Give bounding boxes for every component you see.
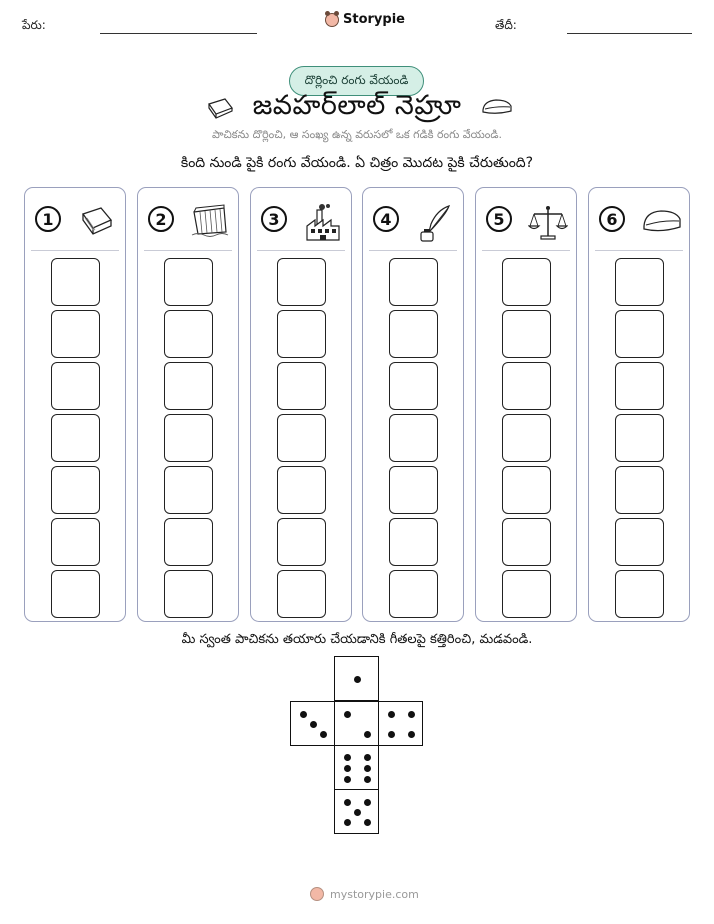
color-cell[interactable] [164, 466, 213, 514]
die-face-3[interactable] [290, 701, 335, 746]
color-cell[interactable] [164, 518, 213, 566]
die-pip [408, 731, 415, 738]
die-pip [344, 711, 351, 718]
die-pip [310, 721, 317, 728]
name-label: పేరు: [22, 18, 46, 32]
die-pip [344, 776, 351, 783]
column-6 [588, 187, 690, 622]
color-cell[interactable] [164, 570, 213, 618]
color-cell[interactable] [615, 518, 664, 566]
page-title: జవహర్‌లాల్ నెహ్రూ [252, 90, 462, 121]
color-cell[interactable] [51, 570, 100, 618]
column-number: 3 [261, 206, 287, 232]
die-face-2[interactable] [334, 701, 379, 746]
color-cell[interactable] [615, 362, 664, 410]
factory-icon [303, 204, 343, 242]
quill-inkpot-icon [415, 204, 455, 242]
column-divider [369, 250, 457, 251]
color-cell[interactable] [277, 570, 326, 618]
die-pip [364, 799, 371, 806]
column-number: 4 [373, 206, 399, 232]
color-cell[interactable] [277, 414, 326, 462]
column-number: 6 [599, 206, 625, 232]
die-pip [300, 711, 307, 718]
column-divider [482, 250, 570, 251]
column-divider [31, 250, 119, 251]
color-cell[interactable] [615, 414, 664, 462]
color-cell[interactable] [277, 258, 326, 306]
die-pip [364, 765, 371, 772]
die-face-6[interactable] [334, 745, 379, 790]
column-divider [595, 250, 683, 251]
bear-logo-icon [310, 887, 324, 901]
color-cell[interactable] [389, 310, 438, 358]
die-face-5[interactable] [334, 789, 379, 834]
die-pip [364, 754, 371, 761]
die-pip [354, 676, 361, 683]
die-pip [344, 754, 351, 761]
die-pip [354, 809, 361, 816]
color-cell[interactable] [502, 466, 551, 514]
color-cell[interactable] [277, 362, 326, 410]
color-cell[interactable] [277, 310, 326, 358]
column-divider [144, 250, 232, 251]
color-cell[interactable] [51, 414, 100, 462]
color-cell[interactable] [502, 362, 551, 410]
instruction: కింది నుండి పైకి రంగు వేయండి. ఏ చిత్రం మొదట పైకి చేరుతుంది? [180, 155, 534, 171]
column-5 [475, 187, 577, 622]
name-line[interactable] [100, 33, 257, 34]
color-cell[interactable] [164, 414, 213, 462]
color-cell[interactable] [389, 414, 438, 462]
subtitle: పాచికను దొర్లించి, ఆ సంఖ్య ఉన్న వరుసలో ఒక గడికి రంగు వేయండి. [212, 128, 502, 141]
color-cell[interactable] [502, 518, 551, 566]
color-cell[interactable] [389, 570, 438, 618]
color-cell[interactable] [164, 362, 213, 410]
dam-icon [190, 204, 230, 238]
column-number: 2 [148, 206, 174, 232]
color-cell[interactable] [51, 362, 100, 410]
color-cell[interactable] [389, 518, 438, 566]
activity-badge: దొర్లించి రంగు వేయండి [289, 66, 424, 96]
color-cell[interactable] [389, 258, 438, 306]
die-pip [344, 819, 351, 826]
color-cell[interactable] [502, 414, 551, 462]
color-cell[interactable] [615, 258, 664, 306]
color-cell[interactable] [389, 466, 438, 514]
column-4 [362, 187, 464, 622]
book-icon [77, 204, 117, 238]
date-line[interactable] [567, 33, 692, 34]
brand-name: Storypie [343, 12, 405, 27]
color-cell[interactable] [277, 466, 326, 514]
die-pip [408, 711, 415, 718]
footer [310, 887, 419, 901]
die-pip [344, 799, 351, 806]
bear-logo-icon [325, 13, 339, 27]
color-cell[interactable] [277, 518, 326, 566]
die-pip [364, 819, 371, 826]
column-number: 1 [35, 206, 61, 232]
nehru-cap-icon [480, 96, 514, 118]
date-label: తేదీ: [495, 18, 517, 32]
color-cell[interactable] [51, 466, 100, 514]
die-pip [388, 711, 395, 718]
color-cell[interactable] [51, 310, 100, 358]
color-cell[interactable] [502, 570, 551, 618]
footer-url[interactable]: mystorypie.com [330, 887, 419, 901]
color-cell[interactable] [502, 310, 551, 358]
die-pip [364, 776, 371, 783]
column-3 [250, 187, 352, 622]
cut-instruction: మీ స్వంత పాచికను తయారు చేయడానికి గీతలపై కత్తిరించి, మడవండి. [181, 632, 533, 647]
column-2 [137, 187, 239, 622]
color-cell[interactable] [615, 310, 664, 358]
die-face-4[interactable] [378, 701, 423, 746]
color-cell[interactable] [51, 258, 100, 306]
justice-scale-icon [528, 204, 568, 242]
color-cell[interactable] [164, 258, 213, 306]
die-face-1[interactable] [334, 656, 379, 701]
color-cell[interactable] [51, 518, 100, 566]
die-pip [364, 731, 371, 738]
nehru-cap-icon [641, 204, 683, 238]
color-cell[interactable] [502, 258, 551, 306]
color-cell[interactable] [615, 466, 664, 514]
storypie-logo [325, 12, 405, 27]
column-divider [257, 250, 345, 251]
color-cell[interactable] [615, 570, 664, 618]
color-cell[interactable] [164, 310, 213, 358]
die-pip [320, 731, 327, 738]
color-cell[interactable] [389, 362, 438, 410]
column-number: 5 [486, 206, 512, 232]
column-1 [24, 187, 126, 622]
die-pip [388, 731, 395, 738]
die-pip [344, 765, 351, 772]
